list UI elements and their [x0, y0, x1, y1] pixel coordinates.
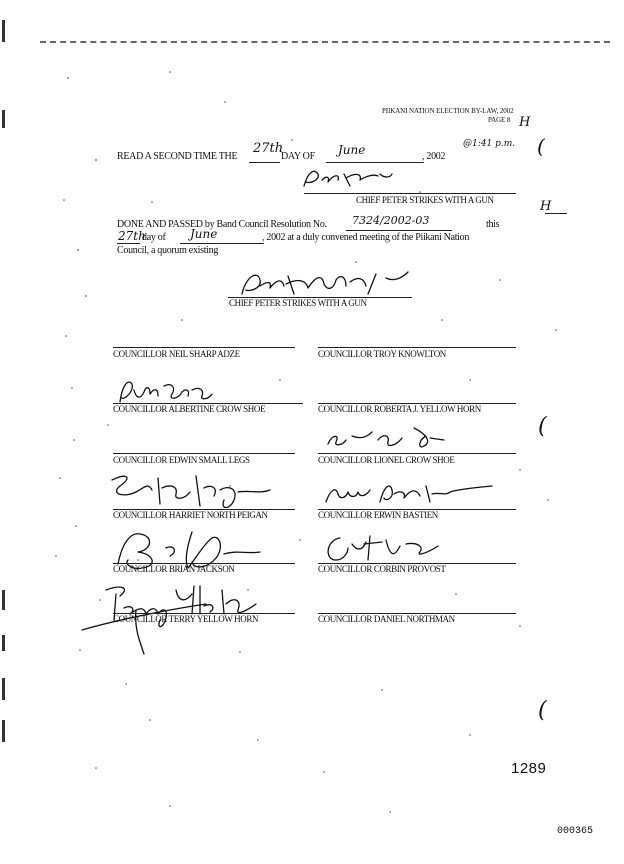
- councillor-daniel-northman: COUNCILLOR DANIEL NORTHMAN: [318, 614, 455, 624]
- councillor-roberta-yellow-horn: COUNCILLOR ROBERTA J. YELLOW HORN: [318, 404, 481, 414]
- passed-day-of: day of: [142, 232, 166, 243]
- passed-initials: H: [540, 199, 552, 214]
- page-label: PAGE 8: [488, 116, 511, 124]
- signature-line: [318, 347, 516, 348]
- passed-day: 27th: [118, 229, 146, 243]
- document-title: PIIKANI NATION ELECTION BY-LAW, 2002: [382, 107, 514, 115]
- passed-month: June: [190, 227, 218, 241]
- councillor-lionel-crow-shoe: COUNCILLOR LIONEL CROW SHOE: [318, 455, 455, 465]
- month-underline: [326, 162, 424, 163]
- chief-name-2: CHIEF PETER STRIKES WITH A GUN: [229, 298, 367, 308]
- councillor-neil-sharp-adze: COUNCILLOR NEIL SHARP ADZE: [113, 349, 240, 359]
- councillor-corbin-signature: [320, 530, 450, 566]
- initials-underline: [545, 213, 567, 214]
- passed-line2-suffix: , 2002 at a duly convened meeting of the Piikani Nation: [262, 232, 470, 243]
- day-underline: [249, 162, 280, 163]
- councillor-harriet-north-peigan: COUNCILLOR HARRIET NORTH PEIGAN: [113, 510, 268, 520]
- councillor-edwin-small-legs: COUNCILLOR EDWIN SMALL LEGS: [113, 455, 250, 465]
- councillor-troy-knowlton: COUNCILLOR TROY KNOWLTON: [318, 349, 446, 359]
- second-reading-month: June: [338, 143, 366, 157]
- passed-month-underline: [180, 243, 264, 244]
- councillor-erwin-bastien: COUNCILLOR ERWIN BASTIEN: [318, 510, 438, 520]
- councillor-albertine-crow-shoe: COUNCILLOR ALBERTINE CROW SHOE: [113, 404, 266, 414]
- signature-line: [318, 453, 516, 454]
- margin-bracket: (: [538, 698, 547, 723]
- signature-line: [113, 347, 295, 348]
- second-reading-day: 27th: [253, 141, 284, 156]
- councillor-lionel-signature: [322, 424, 452, 452]
- councillor-harriet-signature: [100, 470, 280, 514]
- passed-day-underline: [117, 243, 140, 244]
- chief-signature-line-1: [304, 193, 516, 194]
- chief-name-1: CHIEF PETER STRIKES WITH A GUN: [356, 195, 494, 205]
- resolution-number: 7324/2002-03: [352, 214, 430, 227]
- second-reading-year: , 2002: [422, 151, 446, 162]
- chief-signature-1: [300, 164, 410, 194]
- councillor-terry-yellow-horn: COUNCILLOR TERRY YELLOW HORN: [113, 614, 259, 624]
- councillor-brian-jackson: COUNCILLOR BRIAN JACKSON: [113, 564, 235, 574]
- margin-bracket: (: [538, 414, 547, 439]
- councillor-corbin-provost: COUNCILLOR CORBIN PROVOST: [318, 564, 446, 574]
- passed-line1-suffix: this: [486, 219, 500, 230]
- page-initials-mark: H: [519, 115, 531, 130]
- second-reading-day-of: DAY OF: [281, 151, 315, 162]
- time-note: @1:41 p.m.: [463, 139, 516, 149]
- passed-line1-prefix: DONE AND PASSED by Band Council Resolution No.: [117, 219, 327, 230]
- page-number: 1289: [511, 760, 547, 777]
- document-number: 000365: [557, 826, 594, 837]
- resolution-underline: [346, 230, 452, 231]
- second-reading-prefix: READ A SECOND TIME THE: [117, 151, 238, 162]
- passed-line3: Council, a quorum existing: [117, 245, 219, 256]
- councillor-erwin-signature: [320, 480, 500, 512]
- margin-bracket: (: [537, 134, 545, 158]
- signature-line: [113, 453, 295, 454]
